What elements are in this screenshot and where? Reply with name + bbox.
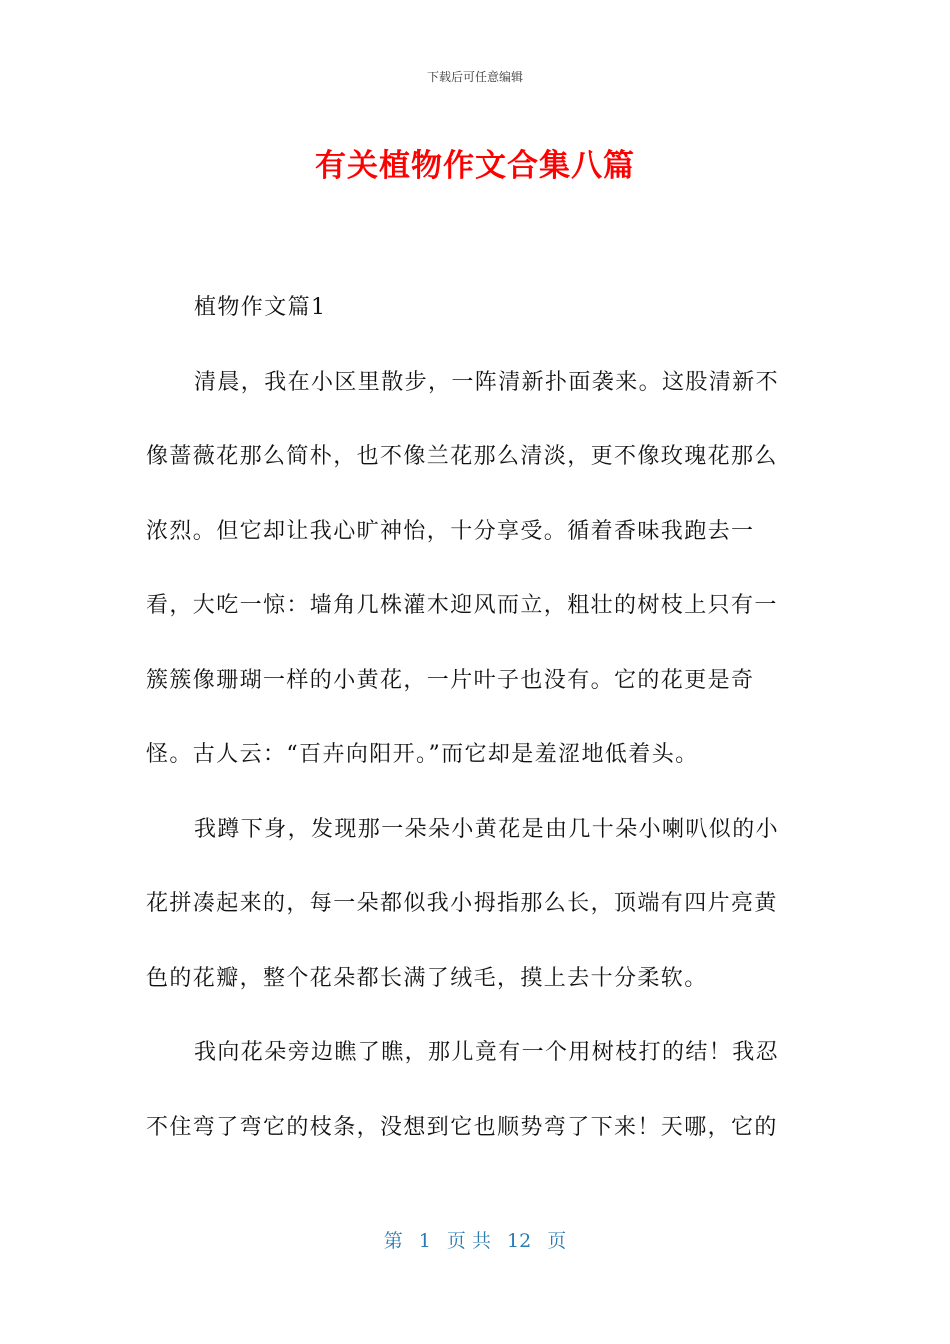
footer-page-number: 1 [418, 1230, 431, 1252]
paragraph-2: 我蹲下身，发现那一朵朵小黄花是由几十朵小喇叭似的小花拼凑起来的，每一朵都似我小拇指那么长，顶端有四片亮黄色的花瓣，整个花朵都长满了绒毛，摸上去十分柔软。 [146, 816, 780, 991]
paragraph-3: 我向花朵旁边瞧了瞧，那儿竟有一个用树枝打的结！我忍不住弯了弯它的枝条，没想到它也顺势弯了下来！天哪，它的 [146, 1040, 780, 1140]
document-body [146, 271, 796, 1165]
footer-prefix: 第 [383, 1230, 403, 1252]
page-footer [0, 1226, 950, 1253]
footer-middle: 页 共 [446, 1230, 491, 1252]
footer-total-pages: 12 [507, 1230, 532, 1252]
document-title: 有关植物作文合集八篇 [315, 148, 635, 184]
footer-suffix: 页 [547, 1230, 567, 1252]
header-note: 下载后可任意编辑 [426, 70, 523, 84]
section-heading: 植物作文篇1 [194, 295, 327, 320]
paragraph-1: 清晨，我在小区里散步，一阵清新扑面袭来。这股清新不像蔷薇花那么简朴，也不像兰花那么清淡，更不像玫瑰花那么浓烈。但它却让我心旷神怡，十分享受。循着香味我跑去一看，大吃一惊：墙角几株灌木迎风而立，粗壮的树枝上只有一簇簇像珊瑚一样的小黄花，一片叶子也没有。它的花更是奇怪。古人云：“百卉向阳开。”而它却是羞涩地低着头。 [146, 369, 780, 767]
